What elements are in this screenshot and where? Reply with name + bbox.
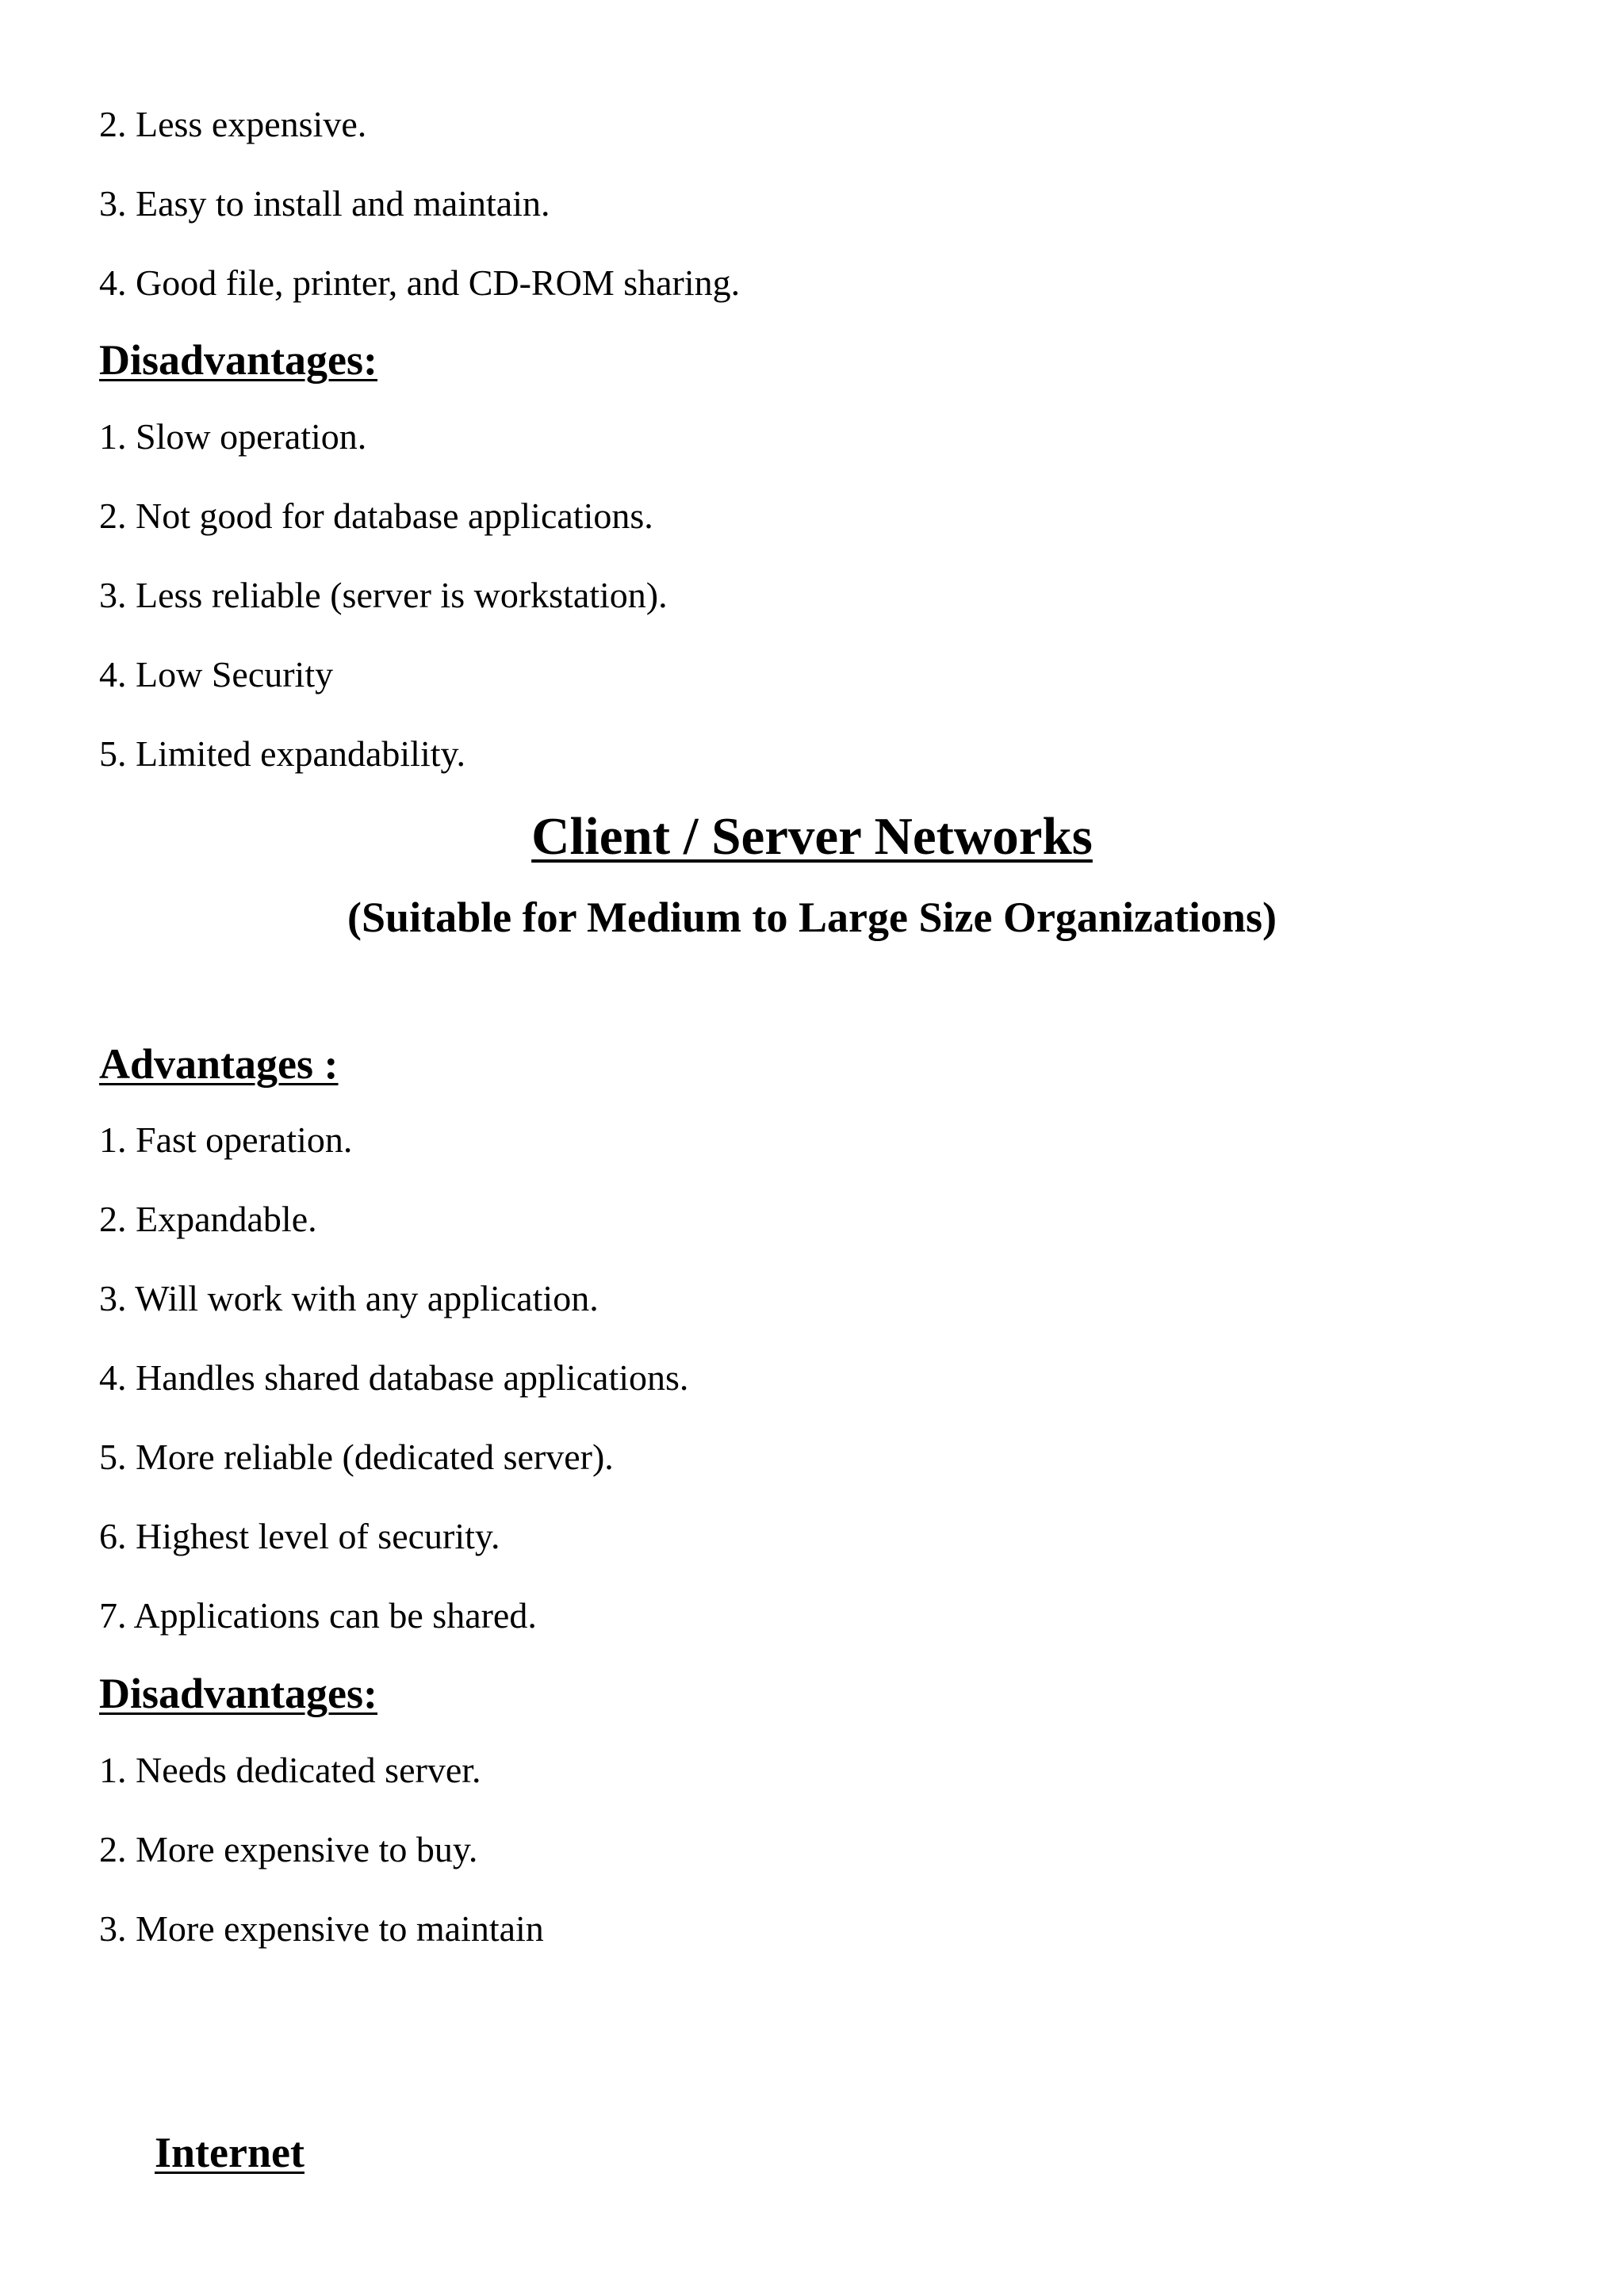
list-item: 1. Fast operation. (99, 1119, 353, 1160)
list-item: 4. Handles shared database applications. (99, 1357, 689, 1398)
list-item: 3. Less reliable (server is workstation). (99, 575, 668, 615)
list-item: 1. Needs dedicated server. (99, 1750, 481, 1790)
list-item: 5. Limited expandability. (99, 733, 466, 774)
list-item: 6. Highest level of security. (99, 1516, 500, 1556)
list-item: 2. Not good for database applications. (99, 496, 653, 536)
advantages-heading: Advantages : (99, 1040, 339, 1088)
disadvantages-heading: Disadvantages: (99, 336, 378, 384)
section-subtitle: (Suitable for Medium to Large Size Organizations) (347, 894, 1277, 941)
list-item: 3. Will work with any application. (99, 1278, 599, 1318)
list-item: 5. More reliable (dedicated server). (99, 1437, 614, 1477)
internet-heading: Internet (155, 2129, 304, 2176)
list-item: 7. Applications can be shared. (99, 1595, 537, 1636)
list-item: 2. Expandable. (99, 1199, 317, 1239)
list-item: 1. Slow operation. (99, 416, 367, 457)
list-item: 3. Easy to install and maintain. (99, 183, 550, 224)
list-item: 4. Low Security (99, 654, 334, 695)
section-title: Client / Server Networks (531, 807, 1093, 866)
list-item: 2. More expensive to buy. (99, 1829, 478, 1869)
list-item: 3. More expensive to maintain (99, 1908, 544, 1949)
list-item: 4. Good file, printer, and CD-ROM sharing. (99, 262, 741, 303)
disadvantages-heading: Disadvantages: (99, 1670, 378, 1717)
list-item: 2. Less expensive. (99, 104, 367, 144)
